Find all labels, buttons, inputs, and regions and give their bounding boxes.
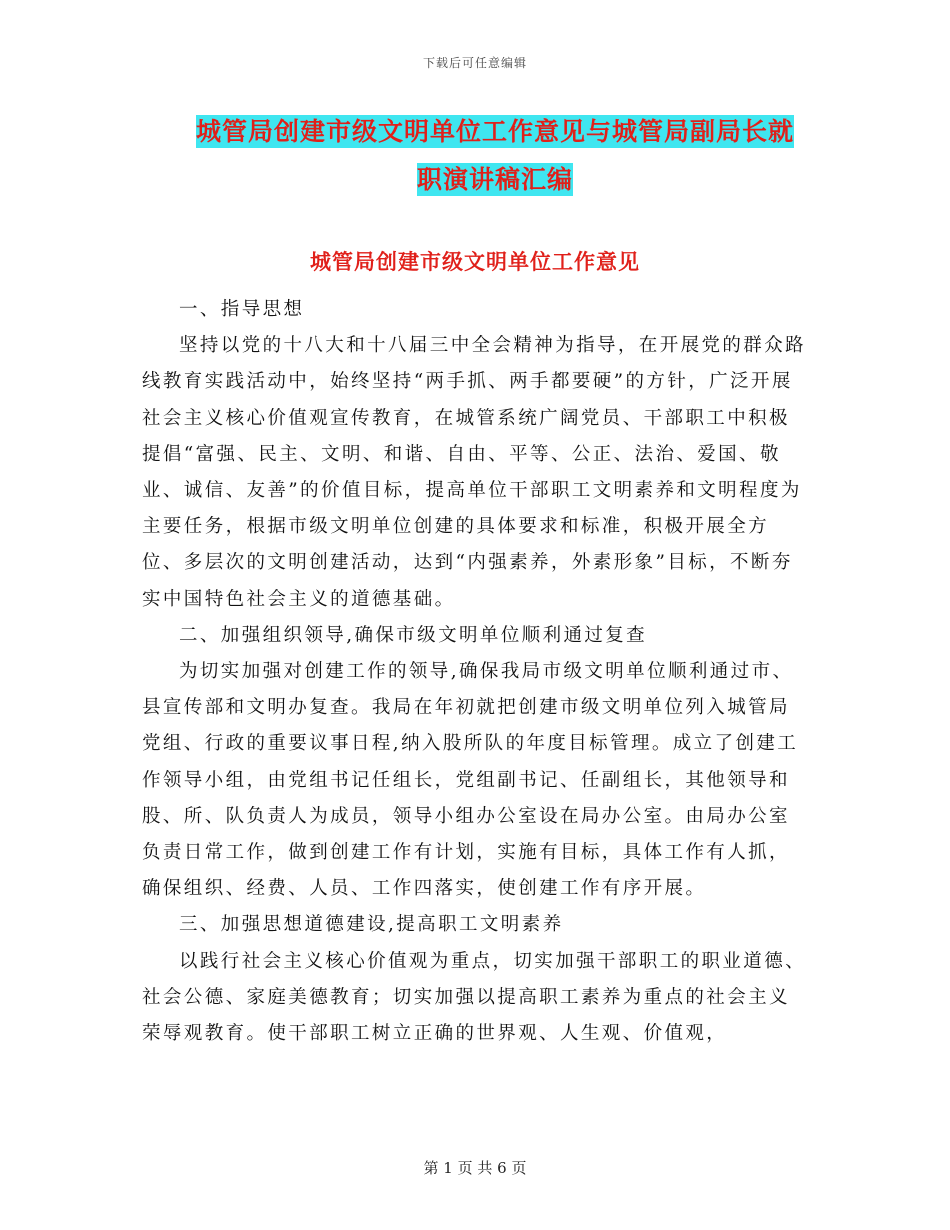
section-title: 城管局创建市级文明单位工作意见 bbox=[310, 249, 640, 274]
document-title bbox=[140, 108, 850, 204]
section-heading-2: 二、加强组织领导,确保市级文明单位顺利通过复查 bbox=[179, 624, 648, 646]
section-heading-3: 三、加强思想道德建设,提高职工文明素养 bbox=[179, 914, 564, 936]
section-heading-1: 一、指导思想 bbox=[179, 299, 305, 320]
document-title-line-2: 职演讲稿汇编 bbox=[416, 165, 573, 194]
body-paragraph-2: 为切实加强对创建工作的领导,确保我局市级文明单位顺利通过市、县宣传部和文明办复查。我局在年初就把创建市级文明单位列入城管局党组、行政的重要议事日程,纳入股所队的年度目标管理。成立了创建工作领导小组，由党组书记任组长，党组副书记、任副组长，其他领导和股、所、队负责人为成员，领导小组办公室设在局办公室。由局办公室负责日常工作，做到创建工作有计划，实施有目标，具体工作有人抓，确保组织、经费、人员、工作四落实，使创建工作有序开展。 bbox=[142, 661, 799, 900]
document-title-line-1: 城管局创建市级文明单位工作意见与城管局副局长就 bbox=[195, 117, 794, 146]
body-paragraph-1: 坚持以党的十八大和十八届三中全会精神为指导，在开展党的群众路线教育实践活动中，始终坚持“两手抓、两手都要硬”的方针，广泛开展社会主义核心价值观宣传教育，在城管系统广阔党员、干部职工中积极提倡“富强、民主、文明、和谐、自由、平等、公正、法治、爱国、敬业、诚信、友善”的价值目标，提高单位干部职工文明素养和文明程度为主要任务，根据市级文明单位创建的具体要求和标准，积极开展全方位、多层次的文明创建活动，达到“内强素养，外素形象”目标，不断夯实中国特色社会主义的道德基础。 bbox=[142, 335, 807, 610]
document-body bbox=[142, 292, 808, 1052]
body-paragraph-3: 以践行社会主义核心价值观为重点，切实加强干部职工的职业道德、社会公德、家庭美德教育；切实加强以提高职工素养为重点的社会主义荣辱观教育。使干部职工树立正确的世界观、人生观、价值观， bbox=[142, 950, 807, 1045]
page-footer: 第 1 页 共 6 页 bbox=[423, 1159, 527, 1177]
page-header-note: 下载后可任意编辑 bbox=[422, 56, 527, 70]
